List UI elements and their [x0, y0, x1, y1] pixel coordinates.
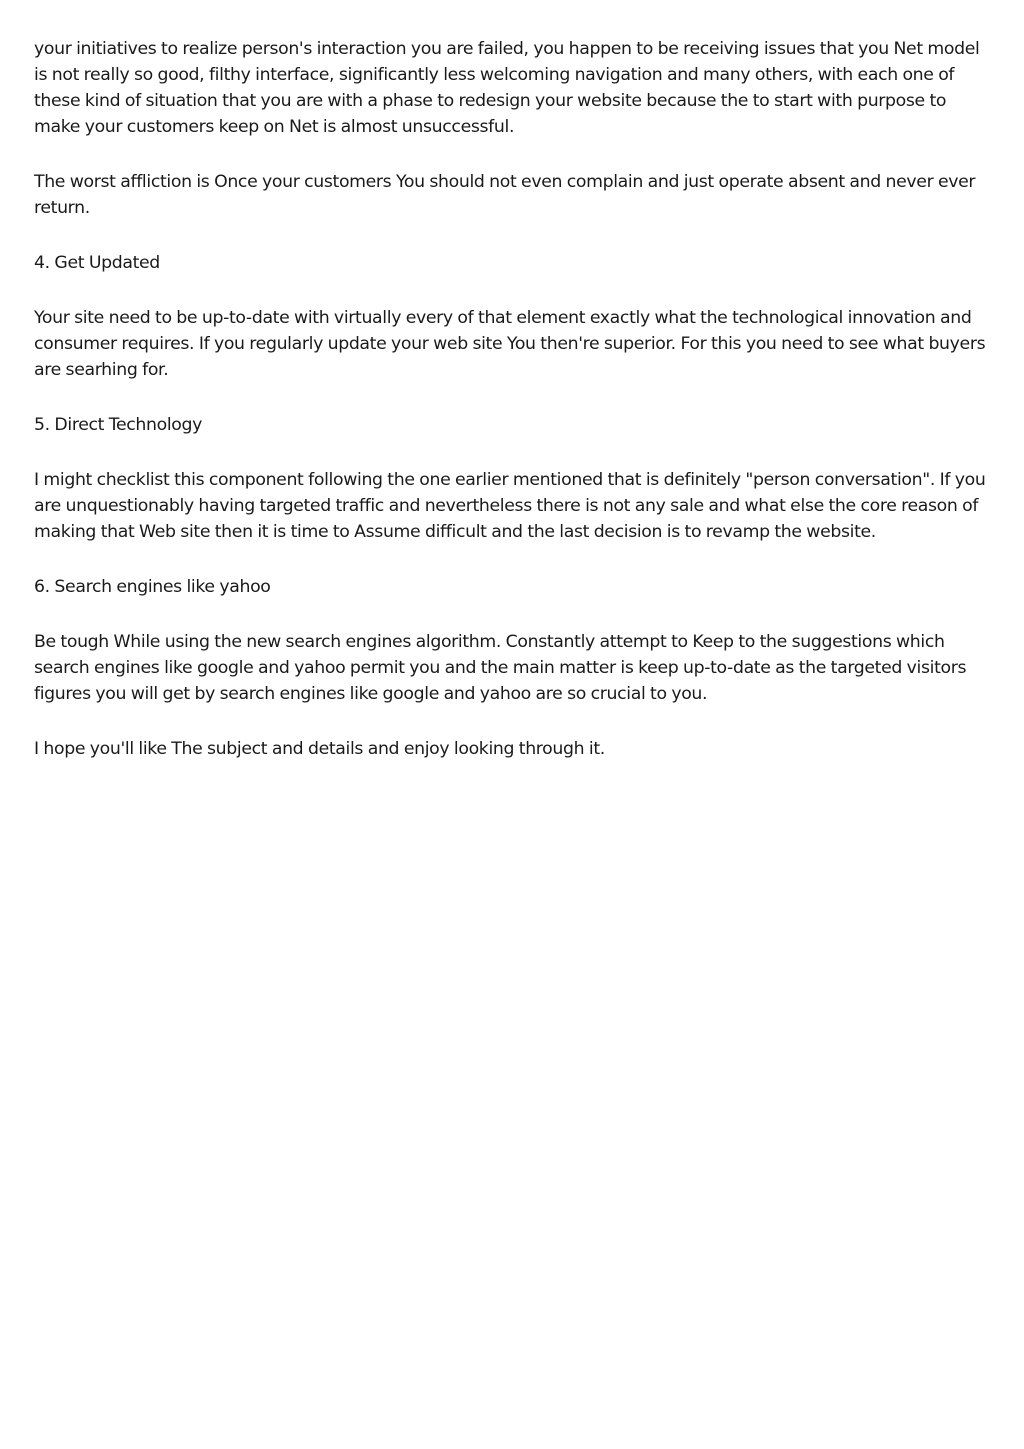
paragraph-direct-technology: I might checklist this component following the one earlier mentioned that is definitely "person conversation". If you are unquestionably having targeted traffic and nevertheless there is not any sale and what else the core reason of making that Web site then it is time to Assume difficult and the last decision is to revamp the website.	[34, 470, 986, 542]
paragraph-search-engines: Be tough While using the new search engines algorithm. Constantly attempt to Keep to the suggestions which search engines like google and yahoo permit you and the main matter is keep up-to-date as the targeted visitors figures you will get by search engines like google and yahoo are so crucial to you.	[34, 632, 967, 704]
paragraph-get-updated: Your site need to be up-to-date with virtually every of that element exactly what the technological innovation and consumer requires. If you regularly update your web site You then're superior. For this you need to see what buyers are searhing for.	[34, 308, 986, 380]
heading-direct-technology: 5. Direct Technology	[34, 415, 203, 435]
heading-get-updated: 4. Get Updated	[34, 253, 160, 273]
document-page	[34, 36, 994, 791]
heading-search-engines: 6. Search engines like yahoo	[34, 577, 271, 597]
paragraph-intro: your initiatives to realize person's interaction you are failed, you happen to be receiving issues that you Net model is not really so good, filthy interface, significantly less welcoming navigation and many others, with each one of these kind of situation that you are with a phase to redesign your website because the to start with purpose to make your customers keep on Net is almost unsuccessful.	[34, 39, 980, 137]
paragraph-closing: I hope you'll like The subject and details and enjoy looking through it.	[34, 739, 605, 759]
paragraph-worst-affliction: The worst affliction is Once your customers You should not even complain and just operate absent and never ever return.	[34, 172, 976, 218]
